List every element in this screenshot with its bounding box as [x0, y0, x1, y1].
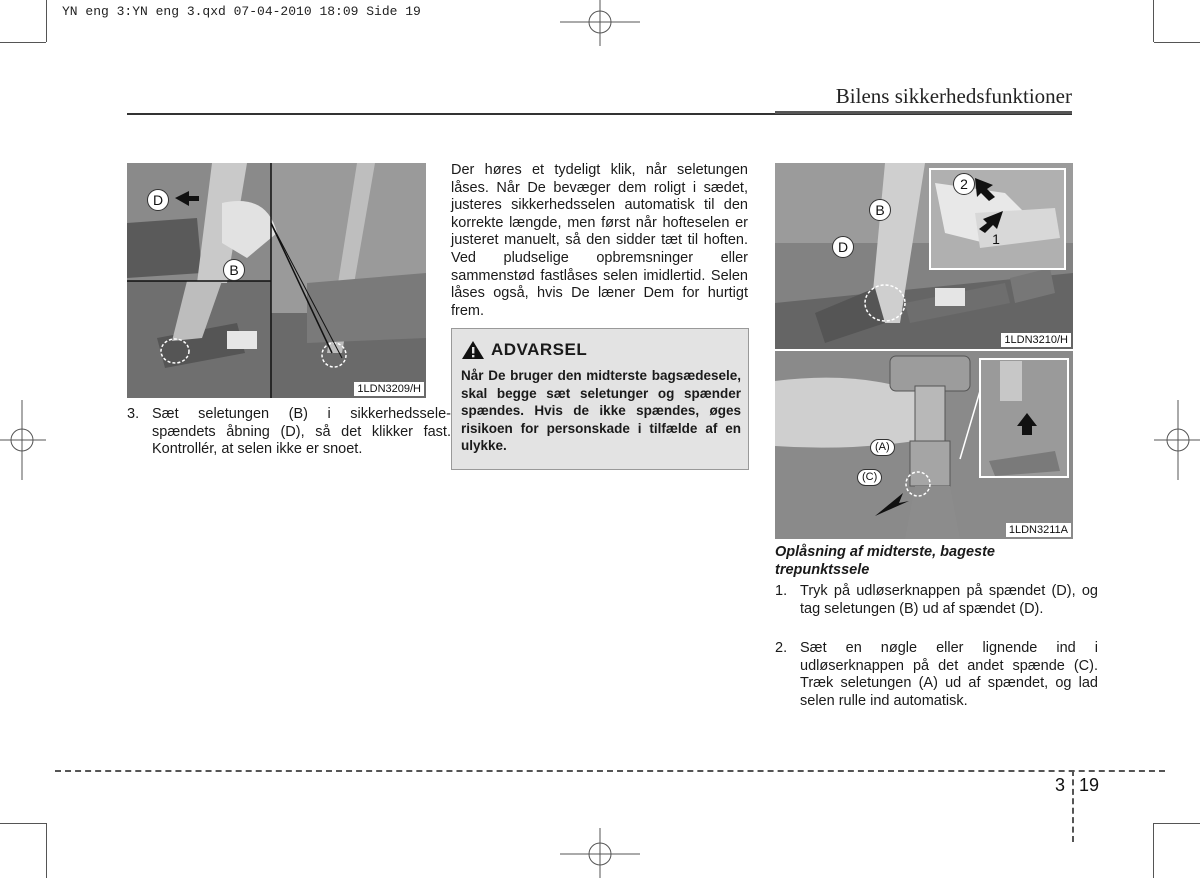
step-number: 3.: [127, 406, 140, 422]
release-step-1: [775, 583, 1098, 618]
print-slug-line: YN eng 3:YN eng 3.qxd 07-04-2010 18:09 Side 19: [62, 4, 421, 19]
step-text: Tryk på udløserknappen på spændet (D), og tag seletungen (B) ud af spændet (D).: [800, 583, 1098, 617]
step-number: 1.: [775, 583, 788, 599]
crop-mark-top-right-v: [1153, 0, 1154, 42]
release-step-2: [775, 640, 1098, 710]
figure-callout-1: 1: [992, 231, 1000, 247]
registration-mark-left-icon: [0, 400, 50, 480]
figure-seatbelt-key-release: [775, 351, 1073, 539]
warning-text: Når De bruger den midterste bagsædesele, skal begge sæt seletunger og spænder spændes. Hvis de ikke spændes, øges risikoen for personskade i tilfælde af en ulykke.: [461, 368, 741, 453]
warning-title: ADVARSEL: [491, 340, 588, 359]
figure-callout-b: B: [869, 199, 891, 221]
crop-mark-top-left-v: [46, 0, 47, 42]
figure-callout-2: 2: [953, 173, 975, 195]
warning-triangle-icon: [461, 340, 485, 360]
page-number: 19: [1079, 775, 1100, 795]
paragraph-click-lock: Der høres et tydeligt klik, når seletungen låses. Når De bevæger dem roligt i sædet, justeres sikkerhedsselen automatisk til den korrekte længde, men først når hofteselen er justeret manuelt, så den sidder tæt til hoften. Ved pludselige opbremsninger eller sammenstød fastlåses selen imidlertid. Selen låses også, hvis De læner Dem for hurtigt frem.: [451, 162, 748, 319]
figure-callout-b: B: [223, 259, 245, 281]
registration-mark-bottom-icon: [560, 828, 640, 878]
step-text: Sæt seletungen (B) i sikkerhedssele-spændets åbning (D), så det klikker fast. Kontrollér, at selen ikke er snoet.: [152, 406, 451, 458]
step-text: Sæt en nøgle eller lignende ind i udløserknappen på det andet spænde (C). Træk seletungen (A) ud af spændet, og lad selen rulle ind automatisk.: [800, 640, 1098, 709]
section-title: Bilens sikkerhedsfunktioner: [835, 84, 1072, 108]
registration-mark-right-icon: [1150, 400, 1200, 480]
step-number: 2.: [775, 640, 788, 656]
figure-callout-c: (C): [857, 469, 882, 486]
chapter-number: 3: [1055, 775, 1066, 795]
footer-dashed-divider: [1072, 770, 1074, 842]
header-rule-accent: [775, 111, 1072, 114]
figure-code: 1LDN3209/H: [354, 382, 424, 396]
figure-seatbelt-release-buckle: [775, 163, 1073, 349]
footer-dashed-rule: [55, 770, 1165, 772]
crop-mark-bottom-right-h: [1154, 823, 1200, 824]
registration-mark-top-icon: [560, 0, 640, 50]
subheading-release-center-belt: Oplåsning af midterste, bageste trepunktssele: [775, 544, 995, 578]
crop-mark-top-right-h: [1154, 42, 1200, 43]
figure-callout-d: D: [147, 189, 169, 211]
figure-callout-d: D: [832, 236, 854, 258]
figure-callout-a: (A): [870, 439, 895, 456]
crop-mark-top-left-h: [0, 42, 46, 43]
crop-mark-bottom-left-h: [0, 823, 46, 824]
warning-header: [461, 340, 587, 360]
crop-mark-bottom-right-v: [1153, 823, 1154, 878]
figure-code: 1LDN3211A: [1006, 523, 1071, 537]
figure-code: 1LDN3210/H: [1001, 333, 1071, 347]
figure-seatbelt-buckle-fastening: [127, 163, 426, 398]
crop-mark-bottom-left-v: [46, 823, 47, 878]
warning-box: [451, 328, 749, 470]
step-3: [127, 406, 451, 459]
